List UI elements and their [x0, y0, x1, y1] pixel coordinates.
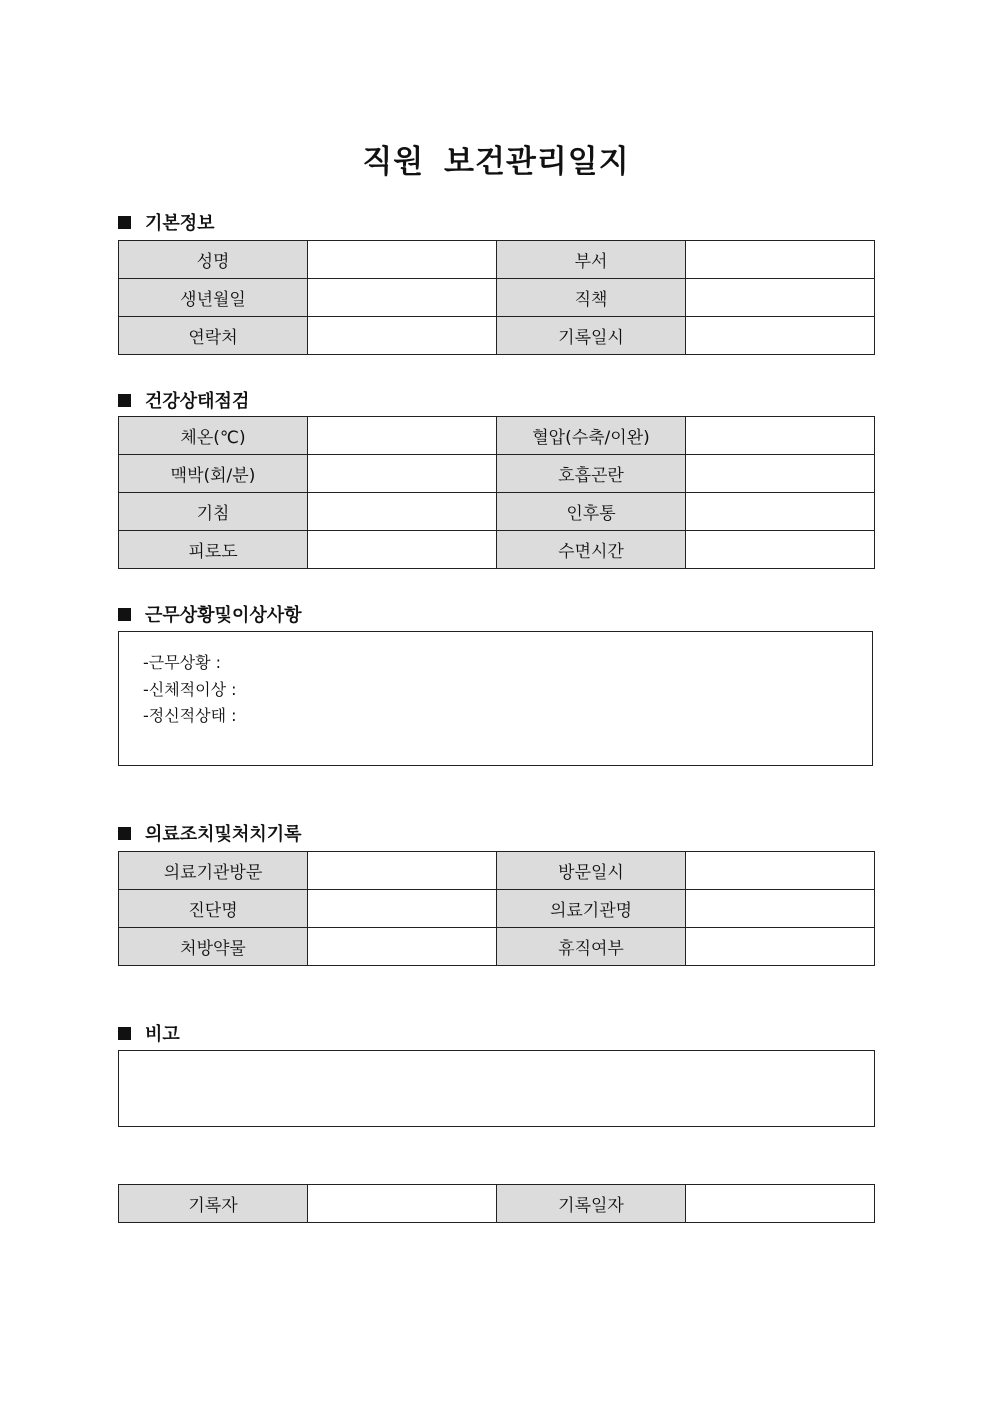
field-label-visit-datetime: 방문일시	[497, 852, 686, 890]
field-value-dyspnea[interactable]	[686, 455, 875, 493]
remarks-box[interactable]	[118, 1050, 875, 1127]
field-value-name[interactable]	[308, 241, 497, 279]
field-value-contact[interactable]	[308, 317, 497, 355]
field-value-department[interactable]	[686, 241, 875, 279]
field-value-temperature[interactable]	[308, 417, 497, 455]
field-value-record-datetime[interactable]	[686, 317, 875, 355]
table-row	[119, 241, 875, 279]
table-row	[119, 1185, 875, 1223]
field-value-birthdate[interactable]	[308, 279, 497, 317]
section-heading-label: 건강상태점검	[145, 391, 250, 412]
field-label-department: 부서	[497, 241, 686, 279]
field-value-leave-status[interactable]	[686, 928, 875, 966]
field-value-hospital-name[interactable]	[686, 890, 875, 928]
field-label-name: 성명	[119, 241, 308, 279]
field-label-fatigue: 피로도	[119, 531, 308, 569]
field-value-sore-throat[interactable]	[686, 493, 875, 531]
field-label-temperature: 체온(℃)	[119, 417, 308, 455]
field-value-cough[interactable]	[308, 493, 497, 531]
field-label-position: 직책	[497, 279, 686, 317]
field-label-record-datetime: 기록일시	[497, 317, 686, 355]
section-heading-health	[118, 387, 249, 413]
field-label-blood-pressure: 혈압(수축/이완)	[497, 417, 686, 455]
field-label-pulse: 맥박(회/분)	[119, 455, 308, 493]
mental-state-line: -정신적상태 :	[143, 706, 237, 725]
table-row	[119, 928, 875, 966]
section-heading-label: 의료조치및처치기록	[145, 824, 302, 845]
table-row	[119, 852, 875, 890]
table-row	[119, 890, 875, 928]
square-bullet-icon	[118, 608, 131, 621]
work-status-line: -근무상황 :	[143, 653, 222, 672]
field-label-hospital-name: 의료기관명	[497, 890, 686, 928]
field-value-diagnosis[interactable]	[308, 890, 497, 928]
field-label-prescription: 처방약물	[119, 928, 308, 966]
section-heading-work	[118, 601, 302, 627]
table-row	[119, 493, 875, 531]
square-bullet-icon	[118, 827, 131, 840]
section-heading-basic	[118, 209, 215, 235]
basic-info-table	[118, 240, 875, 355]
section-heading-label: 기본정보	[145, 213, 215, 234]
square-bullet-icon	[118, 394, 131, 407]
field-label-leave-status: 휴직여부	[497, 928, 686, 966]
field-label-hospital-visit: 의료기관방문	[119, 852, 308, 890]
table-row	[119, 531, 875, 569]
field-value-sleep-hours[interactable]	[686, 531, 875, 569]
field-value-hospital-visit[interactable]	[308, 852, 497, 890]
field-label-cough: 기침	[119, 493, 308, 531]
physical-abnormality-line: -신체적이상 :	[143, 679, 237, 699]
field-value-visit-datetime[interactable]	[686, 852, 875, 890]
field-value-prescription[interactable]	[308, 928, 497, 966]
field-value-fatigue[interactable]	[308, 531, 497, 569]
table-row	[119, 279, 875, 317]
field-value-recorder[interactable]	[308, 1185, 497, 1223]
field-label-diagnosis: 진단명	[119, 890, 308, 928]
field-label-dyspnea: 호흡곤란	[497, 455, 686, 493]
health-check-table	[118, 416, 875, 569]
section-heading-label: 근무상황및이상사항	[145, 605, 302, 626]
square-bullet-icon	[118, 216, 131, 229]
field-label-birthdate: 생년월일	[119, 279, 308, 317]
medical-record-table	[118, 851, 875, 966]
field-value-pulse[interactable]	[308, 455, 497, 493]
recorder-table	[118, 1184, 875, 1223]
field-label-recorder: 기록자	[119, 1185, 308, 1223]
table-row	[119, 455, 875, 493]
table-row	[119, 317, 875, 355]
table-row	[119, 417, 875, 455]
field-label-sore-throat: 인후통	[497, 493, 686, 531]
field-value-blood-pressure[interactable]	[686, 417, 875, 455]
field-value-record-date[interactable]	[686, 1185, 875, 1223]
field-label-contact: 연락처	[119, 317, 308, 355]
field-label-sleep-hours: 수면시간	[497, 531, 686, 569]
field-label-record-date: 기록일자	[497, 1185, 686, 1223]
square-bullet-icon	[118, 1027, 131, 1040]
section-heading-remarks	[118, 1020, 180, 1046]
document-title: 직원 보건관리일지	[362, 144, 630, 180]
section-heading-medical	[118, 820, 302, 846]
section-heading-label: 비고	[145, 1024, 180, 1045]
field-value-position[interactable]	[686, 279, 875, 317]
work-status-box[interactable]	[118, 631, 873, 766]
